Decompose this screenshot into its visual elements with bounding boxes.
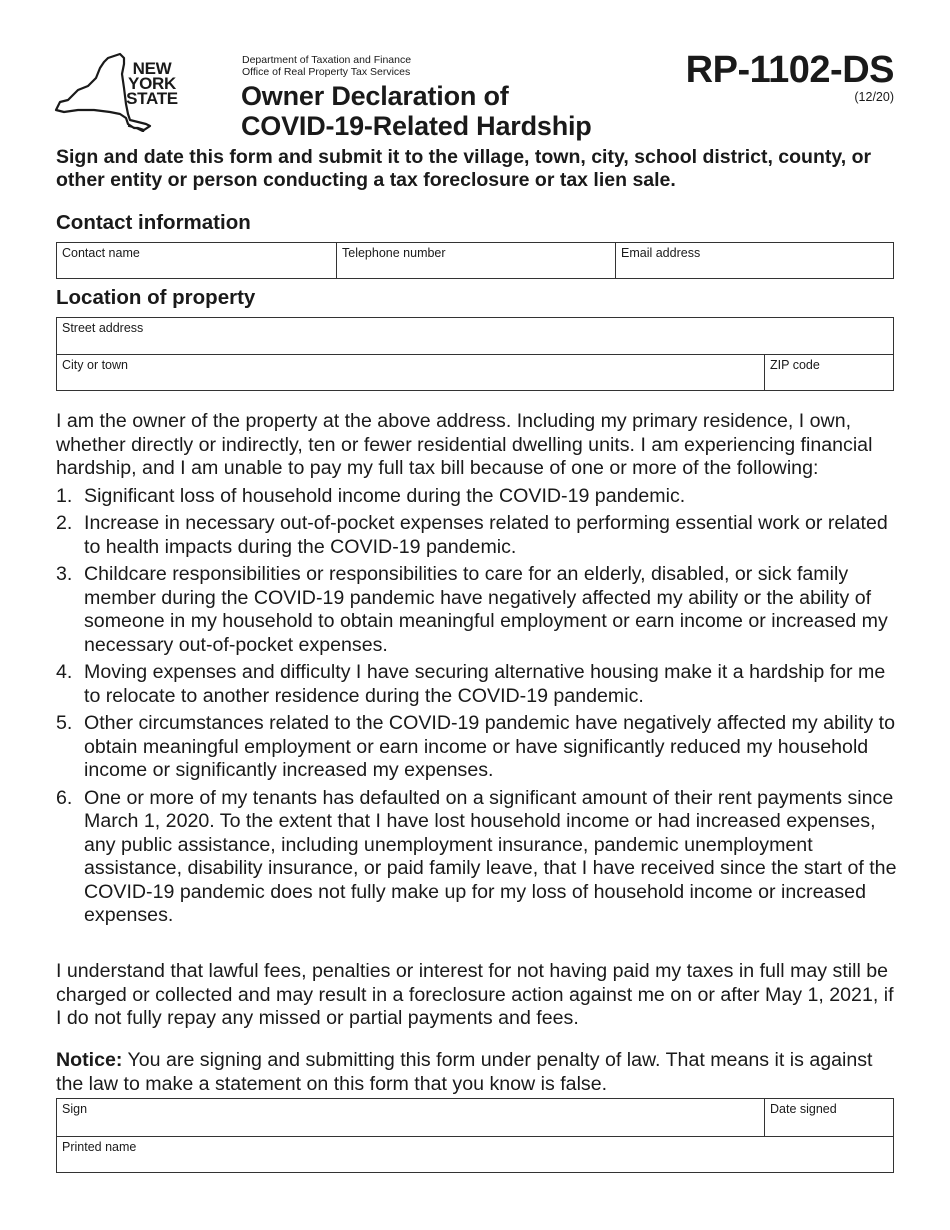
office-name: Office of Real Property Tax Services [242, 66, 411, 78]
logo-word-state: STATE [126, 89, 178, 108]
street-address-field[interactable] [57, 318, 893, 354]
telephone-field[interactable] [336, 243, 615, 278]
list-item: 2. Increase in necessary out-of-pocket expenses related to performing essential work or related to health impacts during the COVID-19 pandemic. [56, 512, 888, 558]
understand-paragraph [56, 960, 901, 1031]
nys-logo [54, 52, 194, 132]
sign-label: Sign [62, 1102, 88, 1116]
location-heading: Location of property [56, 286, 256, 309]
declaration-body [56, 410, 901, 928]
list-item: 5. Other circumstances related to the COVID-19 pandemic have negatively affected my ability to obtain meaningful employment or earn income or have significantly reduced my household income or significantly increased my expenses. [56, 712, 895, 781]
form-number: RP-1102-DS [685, 49, 894, 91]
signature-box [56, 1098, 894, 1173]
printed-name-field[interactable] [57, 1137, 893, 1172]
logo-text [120, 61, 184, 106]
zip-field[interactable] [764, 355, 893, 390]
sign-field[interactable] [57, 1099, 764, 1136]
list-item: 4. Moving expenses and difficulty I have securing alternative housing make it a hardship for me to relocate to another residence during the COVID-19 pandemic. [56, 661, 886, 707]
notice-paragraph [56, 1049, 901, 1096]
form-title-line2: COVID-19-Related Hardship [241, 111, 592, 141]
list-item: 1. Significant loss of household income during the COVID-19 pandemic. [56, 484, 686, 507]
location-box [56, 317, 894, 391]
logo-word-new: NEW [132, 59, 172, 78]
instruction-text: Sign and date this form and submit it to the village, town, city, school district, county, or other entity or person conducting a tax foreclosure or tax lien sale. [56, 146, 872, 191]
notice-label: Notice: [56, 1049, 123, 1071]
form-title [241, 81, 592, 141]
form-revision: (12/20) [854, 90, 894, 104]
email-field[interactable] [615, 243, 893, 278]
telephone-label: Telephone number [342, 246, 446, 260]
printed-name-label: Printed name [62, 1140, 137, 1154]
hardship-list [56, 485, 901, 928]
date-signed-label: Date signed [770, 1102, 837, 1116]
zip-label: ZIP code [770, 358, 820, 372]
department-name: Department of Taxation and Finance [242, 54, 412, 66]
list-item: 3. Childcare responsibilities or responsibilities to care for an elderly, disabled, or sick family member during the COVID-19 pandemic have negatively affected my ability or the ability of someone in my household to obtain meaningful employment or earn income or increased my necessary out-of-pocket expenses. [56, 563, 888, 656]
understand-text: I understand that lawful fees, penalties or interest for not having paid my taxes in full may still be charged or collected and may result in a foreclosure action against me on or after May 1, 2021, if I do not fully repay any missed or partial payments and fees. [56, 960, 894, 1029]
notice-text [56, 1049, 901, 1096]
contact-name-label: Contact name [62, 246, 140, 260]
city-field[interactable] [57, 355, 764, 390]
contact-name-field[interactable] [57, 243, 336, 278]
city-label: City or town [62, 358, 128, 372]
notice-body: You are signing and submitting this form under penalty of law. That means it is against the law to make a statement on this form that you know is false. [56, 1049, 873, 1095]
declaration-intro: I am the owner of the property at the above address. Including my primary residence, I own, whether directly or indirectly, ten or fewer residential dwelling units. I am experiencing financial hardship, and I am unable to pay my full tax bill because of one or more of the following: [56, 410, 873, 479]
contact-box [56, 242, 894, 279]
logo-word-york: YORK [128, 74, 176, 93]
department-block [242, 54, 411, 78]
contact-heading: Contact information [56, 211, 251, 234]
email-label: Email address [621, 246, 701, 260]
date-signed-field[interactable] [764, 1099, 893, 1136]
street-address-label: Street address [62, 321, 144, 335]
list-item: 6. One or more of my tenants has defaulted on a significant amount of their rent payments since March 1, 2020. To the extent that I have lost household income or had increased expenses, any public assistance, including unemployment insurance, pandemic unemployment assistance, disability insurance, or paid family leave, that I have received since the start of the COVID-19 pandemic does not fully make up for my loss of household income or increased expenses. [56, 786, 897, 926]
form-title-line1: Owner Declaration of [241, 81, 509, 111]
